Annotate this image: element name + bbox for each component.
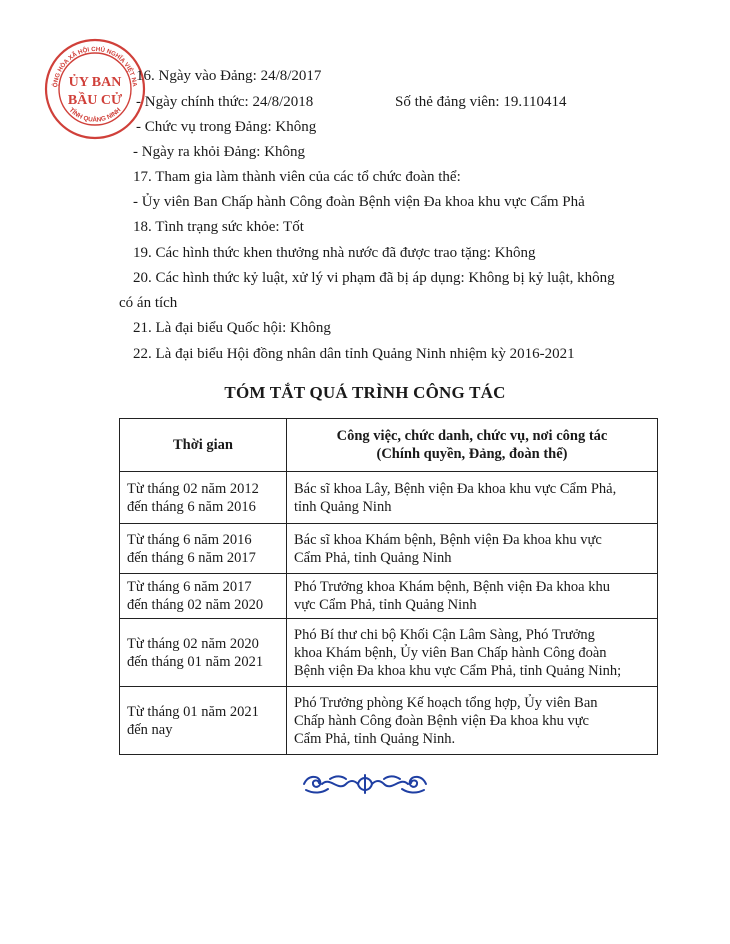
item-18: 18. Tình trạng sức khỏe: Tốt xyxy=(133,219,304,235)
item-21: 21. Là đại biểu Quốc hội: Không xyxy=(133,320,331,336)
header-period: Thời gian xyxy=(120,419,287,472)
item-20-line2: có án tích xyxy=(119,295,178,311)
header-work-line1: Công việc, chức danh, chức vụ, nơi công tác xyxy=(336,428,608,444)
work-cell xyxy=(287,687,658,755)
work-line1: Bác sĩ khoa Khám bệnh, Bệnh viện Đa khoa khu vực xyxy=(294,531,602,548)
item-20-line1: 20. Các hình thức kỷ luật, xử lý vi phạm đã bị áp dụng: Không bị kỷ luật, không xyxy=(133,270,615,286)
period-line1: Từ tháng 02 năm 2012 xyxy=(127,480,259,497)
item-19: 19. Các hình thức khen thưởng nhà nước đã được trao tặng: Không xyxy=(133,245,536,261)
period-line1: Từ tháng 6 năm 2016 xyxy=(127,531,252,548)
work-line2: tỉnh Quảng Ninh xyxy=(294,498,392,515)
stamp-bottom-text: TỈNH QUẢNG NINH xyxy=(67,106,123,124)
header-work xyxy=(287,419,658,472)
party-leave-label: - Ngày ra khỏi Đảng: xyxy=(133,144,265,160)
work-line3: Cẩm Phả, tỉnh Quảng Ninh. xyxy=(294,730,456,747)
work-line2: khoa Khám bệnh, Ủy viên Ban Chấp hành Công đoàn xyxy=(294,644,607,661)
item-17: 17. Tham gia làm thành viên của các tổ chức đoàn thể: xyxy=(133,169,461,185)
period-line1: Từ tháng 01 năm 2021 xyxy=(127,703,259,720)
work-line1: Phó Bí thư chi bộ Khối Cận Lâm Sàng, Phó Trưởng xyxy=(294,626,595,643)
work-line2: Cẩm Phả, tỉnh Quảng Ninh xyxy=(294,549,452,566)
period-cell xyxy=(120,574,287,619)
svg-text:CỘNG HÒA XÃ HỘI CHỦ NGHĨA VIỆT xyxy=(43,37,138,88)
period-line2: đến tháng 01 năm 2021 xyxy=(127,653,264,670)
official-date-label: - Ngày chính thức: xyxy=(136,94,253,110)
career-table-header xyxy=(120,419,658,472)
party-leave-line xyxy=(133,143,305,161)
item-17-detail: - Ủy viên Ban Chấp hành Công đoàn Bệnh viện Đa khoa khu vực Cẩm Phả xyxy=(133,194,585,210)
stamp-ring-text: ỘNG HÒA XÃ HỘI CHỦ NGHĨA VIỆT NA xyxy=(51,45,138,88)
period-cell xyxy=(120,687,287,755)
work-cell xyxy=(287,472,658,524)
table-row xyxy=(120,619,658,687)
table-row xyxy=(120,472,658,524)
career-summary-title: TÓM TẮT QUÁ TRÌNH CÔNG TÁC xyxy=(224,383,506,402)
party-card-value: 19.110414 xyxy=(503,94,567,110)
stamp-center-line1: ỦY BAN xyxy=(68,75,122,90)
table-row xyxy=(120,687,658,755)
decorative-divider-icon xyxy=(300,771,430,797)
official-date-line xyxy=(136,93,313,111)
party-position-line xyxy=(136,118,316,136)
header-work-line2: (Chính quyền, Đảng, đoàn thể) xyxy=(376,446,568,462)
party-leave-value: Không xyxy=(264,144,306,160)
stamp-seal-icon xyxy=(43,37,147,141)
work-line1: Phó Trưởng phòng Kế hoạch tổng hợp, Ủy viên Ban xyxy=(294,694,598,711)
work-cell xyxy=(287,524,658,574)
election-committee-stamp xyxy=(43,37,147,141)
work-cell xyxy=(287,619,658,687)
item-16-party-join-date xyxy=(136,67,321,85)
period-cell xyxy=(120,619,287,687)
work-line2: vực Cẩm Phả, tỉnh Quảng Ninh xyxy=(294,597,477,613)
svg-text:TỈNH QUẢNG NINH xyxy=(68,106,123,123)
period-line2: đến nay xyxy=(127,721,173,738)
period-line2: đến tháng 6 năm 2017 xyxy=(127,549,256,566)
work-line3: Bệnh viện Đa khoa khu vực Cẩm Phả, tỉnh Quảng Ninh; xyxy=(294,662,622,679)
period-line1: Từ tháng 6 năm 2017 xyxy=(127,579,252,595)
career-table xyxy=(119,418,658,755)
period-line2: đến tháng 6 năm 2016 xyxy=(127,498,256,515)
period-line2: đến tháng 02 năm 2020 xyxy=(127,597,264,613)
period-cell xyxy=(120,472,287,524)
table-row xyxy=(120,574,658,619)
party-card-line xyxy=(395,93,567,111)
party-position-value: Không xyxy=(275,119,317,135)
party-card-label: Số thẻ đảng viên: xyxy=(395,94,504,110)
item-16-value: 24/8/2017 xyxy=(260,68,322,84)
work-line1: Phó Trưởng khoa Khám bệnh, Bệnh viện Đa khoa khu xyxy=(294,579,610,595)
period-cell xyxy=(120,524,287,574)
party-position-label: - Chức vụ trong Đảng: xyxy=(136,119,276,135)
period-line1: Từ tháng 02 năm 2020 xyxy=(127,635,259,652)
item-16-label: 16. Ngày vào Đảng: xyxy=(136,68,261,84)
work-line2: Chấp hành Công đoàn Bệnh viện Đa khoa khu vực xyxy=(294,712,589,729)
work-line1: Bác sĩ khoa Lây, Bệnh viện Đa khoa khu vực Cẩm Phả, xyxy=(294,480,617,497)
work-cell xyxy=(287,574,658,619)
official-date-value: 24/8/2018 xyxy=(252,94,314,110)
stamp-center-line2: BẦU CỬ xyxy=(67,93,123,108)
table-row xyxy=(120,524,658,574)
item-22: 22. Là đại biểu Hội đồng nhân dân tỉnh Quảng Ninh nhiệm kỳ 2016-2021 xyxy=(133,346,575,362)
